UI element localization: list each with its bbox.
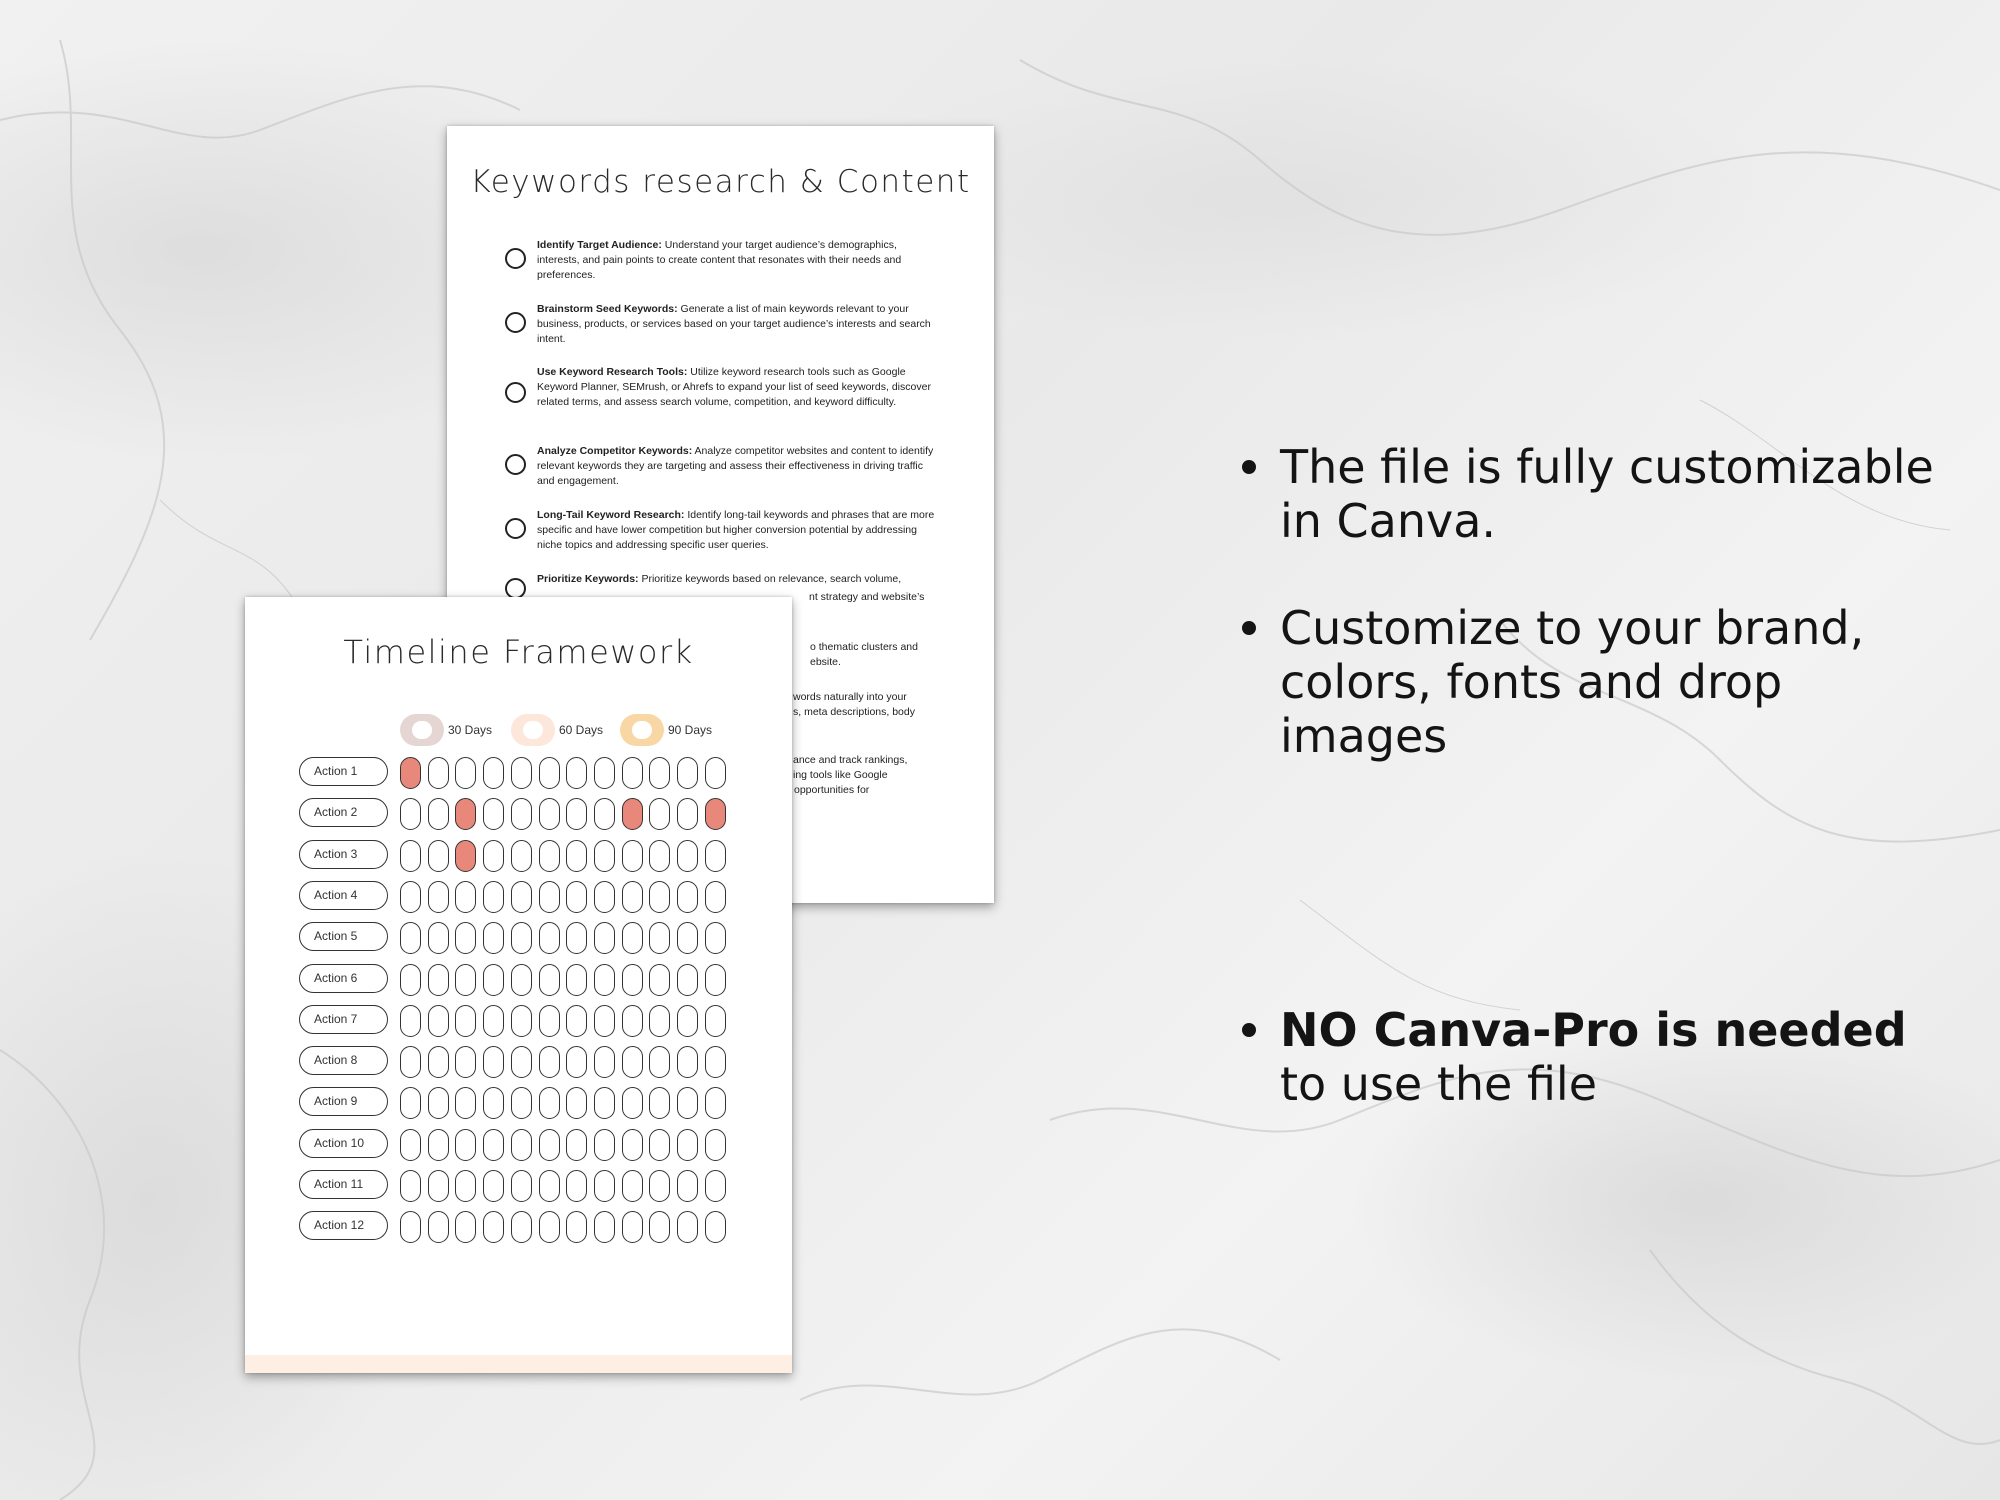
timeline-cell[interactable] [677,1211,698,1243]
legend-swatch-icon [511,714,555,746]
timeline-cell[interactable] [483,881,504,913]
timeline-cell[interactable] [705,1087,726,1119]
timeline-cell[interactable] [539,757,560,789]
timeline-cell[interactable] [594,1129,615,1161]
timeline-cell[interactable] [594,798,615,830]
timeline-cell[interactable] [705,1129,726,1161]
timeline-cell[interactable] [649,1005,670,1037]
legend-label: 30 Days [448,723,493,737]
timeline-cell[interactable] [483,1005,504,1037]
timeline-cell[interactable] [455,1129,476,1161]
timeline-cell[interactable] [539,881,560,913]
checkbox-circle-icon[interactable] [505,382,526,403]
timeline-cell[interactable] [566,798,587,830]
timeline-cell[interactable] [677,840,698,872]
timeline-cell[interactable] [455,964,476,996]
timeline-cell[interactable] [483,757,504,789]
timeline-cell[interactable] [455,798,476,830]
checklist-item-text [537,238,937,284]
timeline-cell[interactable] [566,1129,587,1161]
timeline-cell[interactable] [400,1129,421,1161]
feature-item [1240,601,1960,763]
timeline-cell[interactable] [400,1211,421,1243]
timeline-cell[interactable] [428,1129,449,1161]
timeline-cell[interactable] [566,757,587,789]
checklist-partial-line: nt strategy and website’s [809,591,925,603]
timeline-cell[interactable] [649,1170,670,1202]
feature-item [1240,440,1960,548]
checklist-item-description: Analyze competitor websites and content to identify relevant keywords they are targeting and assess their effectiveness in driving traffic and engagement. [537,445,934,488]
timeline-cell[interactable] [428,1046,449,1078]
timeline-cell[interactable] [677,964,698,996]
feature-text: Customize to your brand, colors, fonts and drop images [1280,601,1865,763]
legend-swatch-icon [400,714,444,746]
checklist-item-heading: Prioritize Keywords: [537,573,639,585]
timeline-cell[interactable] [622,1170,643,1202]
timeline-cell[interactable] [400,1170,421,1202]
timeline-cell[interactable] [483,922,504,954]
timeline-cell[interactable] [649,798,670,830]
timeline-cell[interactable] [649,840,670,872]
timeline-cell[interactable] [539,1170,560,1202]
checklist-item-description: Utilize keyword research tools such as Google Keyword Planner, SEMrush, or Ahrefs to expand your list of seed keywords, discover related terms, and assess search volume, competition, and keyword difficulty. [537,366,931,409]
feature-item [1240,1003,1960,1111]
timeline-cell[interactable] [622,1046,643,1078]
action-label[interactable]: Action 2 [299,798,388,827]
timeline-cell[interactable] [705,1211,726,1243]
timeline-cell[interactable] [705,922,726,954]
bullet-icon [1242,621,1256,635]
timeline-cell[interactable] [677,922,698,954]
timeline-page-title: Timeline Framework [343,633,694,671]
checklist-partial-line: o thematic clusters and [810,641,918,653]
timeline-cell[interactable] [483,1211,504,1243]
checklist-item-text [537,365,937,411]
page-footer-band [245,1355,792,1373]
timeline-cell[interactable] [566,881,587,913]
checklist-item-text [537,444,937,490]
checkbox-circle-icon[interactable] [505,312,526,333]
timeline-cell[interactable] [483,964,504,996]
timeline-cell[interactable] [677,1087,698,1119]
timeline-cell[interactable] [428,1211,449,1243]
timeline-cell[interactable] [511,1129,532,1161]
action-label[interactable]: Action 1 [299,757,388,786]
action-label[interactable]: Action 11 [299,1170,388,1199]
timeline-cell[interactable] [594,881,615,913]
timeline-cell[interactable] [649,1046,670,1078]
checklist-item-text [537,508,937,554]
timeline-cell[interactable] [622,1129,643,1161]
timeline-cell[interactable] [705,964,726,996]
checklist-item-heading: Identify Target Audience: [537,239,662,251]
checklist-item-heading: Analyze Competitor Keywords: [537,445,693,457]
checklist-partial-line: ing tools like Google [793,769,888,781]
timeline-cell[interactable] [566,840,587,872]
timeline-cell[interactable] [539,1005,560,1037]
timeline-cell[interactable] [677,1046,698,1078]
timeline-cell[interactable] [400,757,421,789]
action-label[interactable]: Action 9 [299,1087,388,1116]
timeline-cell[interactable] [483,798,504,830]
timeline-cell[interactable] [400,798,421,830]
timeline-cell[interactable] [428,757,449,789]
timeline-cell[interactable] [566,922,587,954]
checklist-item-description: Understand your target audience’s demographics, interests, and pain points to create content that resonates with their needs and preferences. [537,239,902,282]
checklist-item-heading: Brainstorm Seed Keywords: [537,303,678,315]
timeline-cell[interactable] [705,1005,726,1037]
feature-text: The file is fully customizable in Canva. [1280,440,1934,548]
timeline-cell[interactable] [539,922,560,954]
timeline-cell[interactable] [649,757,670,789]
timeline-cell[interactable] [428,1087,449,1119]
action-label[interactable]: Action 8 [299,1046,388,1075]
timeline-framework-page [245,597,792,1373]
checklist-item-description: Prioritize keywords based on relevance, search volume, [638,573,902,585]
timeline-cell[interactable] [455,1005,476,1037]
checkbox-circle-icon[interactable] [505,518,526,539]
timeline-cell[interactable] [594,1211,615,1243]
timeline-cell[interactable] [594,1087,615,1119]
timeline-cell[interactable] [705,881,726,913]
timeline-cell[interactable] [594,922,615,954]
timeline-cell[interactable] [455,1046,476,1078]
timeline-cell[interactable] [428,964,449,996]
timeline-cell[interactable] [511,922,532,954]
timeline-cell[interactable] [428,840,449,872]
timeline-cell[interactable] [539,1087,560,1119]
timeline-cell[interactable] [622,1087,643,1119]
timeline-cell[interactable] [677,798,698,830]
timeline-cell[interactable] [455,1087,476,1119]
timeline-cell[interactable] [428,881,449,913]
timeline-cell[interactable] [649,881,670,913]
timeline-cell[interactable] [400,1046,421,1078]
checklist-item-text [537,572,937,587]
timeline-cell[interactable] [428,1170,449,1202]
timeline-cell[interactable] [455,1211,476,1243]
timeline-cell[interactable] [483,1087,504,1119]
checklist-partial-line: ance and track rankings, [793,754,908,766]
timeline-cell[interactable] [511,881,532,913]
timeline-cell[interactable] [677,757,698,789]
keywords-page-title: Keywords research & Content [470,164,971,200]
checklist-partial-line: words naturally into your [793,691,907,703]
timeline-cell[interactable] [705,1170,726,1202]
bullet-icon [1242,1023,1256,1037]
timeline-cell[interactable] [511,1087,532,1119]
timeline-cell[interactable] [455,840,476,872]
action-label[interactable]: Action 6 [299,964,388,993]
timeline-cell[interactable] [677,881,698,913]
action-label[interactable]: Action 4 [299,881,388,910]
checklist-item-heading: Use Keyword Research Tools: [537,366,688,378]
timeline-cell[interactable] [511,1170,532,1202]
legend-swatch-icon [620,714,664,746]
timeline-cell[interactable] [400,1087,421,1119]
timeline-cell[interactable] [622,1211,643,1243]
timeline-cell[interactable] [594,964,615,996]
timeline-cell[interactable] [622,964,643,996]
timeline-cell[interactable] [511,840,532,872]
timeline-cell[interactable] [705,1046,726,1078]
timeline-cell[interactable] [428,1005,449,1037]
timeline-cell[interactable] [566,1170,587,1202]
timeline-cell[interactable] [511,1005,532,1037]
timeline-cell[interactable] [677,1129,698,1161]
timeline-cell[interactable] [622,798,643,830]
legend-label: 60 Days [559,723,604,737]
timeline-cell[interactable] [622,881,643,913]
timeline-cell[interactable] [483,1170,504,1202]
timeline-cell[interactable] [566,964,587,996]
timeline-cell[interactable] [511,798,532,830]
timeline-cell[interactable] [594,1005,615,1037]
timeline-cell[interactable] [455,881,476,913]
timeline-cell[interactable] [539,798,560,830]
timeline-cell[interactable] [649,1087,670,1119]
checklist-partial-line: s, meta descriptions, body [793,706,915,718]
timeline-cell[interactable] [455,757,476,789]
timeline-cell[interactable] [705,840,726,872]
timeline-cell[interactable] [400,964,421,996]
timeline-cell[interactable] [622,922,643,954]
timeline-cell[interactable] [483,1129,504,1161]
timeline-cell[interactable] [622,757,643,789]
timeline-cell[interactable] [649,964,670,996]
timeline-cell[interactable] [705,757,726,789]
bullet-icon [1242,460,1256,474]
timeline-cell[interactable] [400,922,421,954]
checklist-partial-line: ebsite. [810,656,841,668]
timeline-cell[interactable] [566,1005,587,1037]
timeline-cell[interactable] [649,1211,670,1243]
timeline-cell[interactable] [400,881,421,913]
timeline-cell[interactable] [539,840,560,872]
timeline-cell[interactable] [566,1087,587,1119]
checklist-item-description: Identify long-tail keywords and phrases that are more specific and have lower competition but higher conversion potential by addressing niche topics and addressing specific user queries. [537,509,935,552]
timeline-cell[interactable] [483,1046,504,1078]
action-label[interactable]: Action 5 [299,922,388,951]
timeline-cell[interactable] [400,840,421,872]
timeline-cell[interactable] [511,1211,532,1243]
checkbox-circle-icon[interactable] [505,454,526,475]
timeline-cell[interactable] [705,798,726,830]
timeline-cell[interactable] [539,1129,560,1161]
feature-text: to use the file [1280,1057,1598,1111]
timeline-cell[interactable] [677,1170,698,1202]
timeline-cell[interactable] [400,1005,421,1037]
timeline-cell[interactable] [539,1046,560,1078]
timeline-cell[interactable] [455,1170,476,1202]
timeline-cell[interactable] [511,1046,532,1078]
timeline-cell[interactable] [594,1046,615,1078]
action-label[interactable]: Action 10 [299,1129,388,1158]
timeline-cell[interactable] [677,1005,698,1037]
timeline-cell[interactable] [649,922,670,954]
timeline-cell[interactable] [511,964,532,996]
checklist-item-text [537,302,937,348]
timeline-cell[interactable] [428,798,449,830]
timeline-cell[interactable] [622,840,643,872]
timeline-cell[interactable] [649,1129,670,1161]
timeline-cell[interactable] [594,757,615,789]
timeline-cell[interactable] [483,840,504,872]
timeline-cell[interactable] [539,1211,560,1243]
checklist-partial-line: opportunities for [794,784,870,796]
checkbox-circle-icon[interactable] [505,578,526,599]
timeline-cell[interactable] [428,922,449,954]
checklist-item-heading: Long-Tail Keyword Research: [537,509,685,521]
timeline-cell[interactable] [539,964,560,996]
action-label[interactable]: Action 7 [299,1005,388,1034]
legend-label: 90 Days [668,723,713,737]
feature-bold-text: NO Canva-Pro is needed [1280,1003,1907,1057]
checklist-item-description: Generate a list of main keywords relevant to your business, products, or services based on your target audience’s interests and search intent. [537,303,931,346]
timeline-cell[interactable] [594,1170,615,1202]
timeline-cell[interactable] [566,1046,587,1078]
action-label[interactable]: Action 3 [299,840,388,869]
timeline-cell[interactable] [622,1005,643,1037]
timeline-cell[interactable] [594,840,615,872]
timeline-cell[interactable] [566,1211,587,1243]
checkbox-circle-icon[interactable] [505,248,526,269]
timeline-cell[interactable] [511,757,532,789]
action-label[interactable]: Action 12 [299,1211,388,1240]
timeline-cell[interactable] [455,922,476,954]
